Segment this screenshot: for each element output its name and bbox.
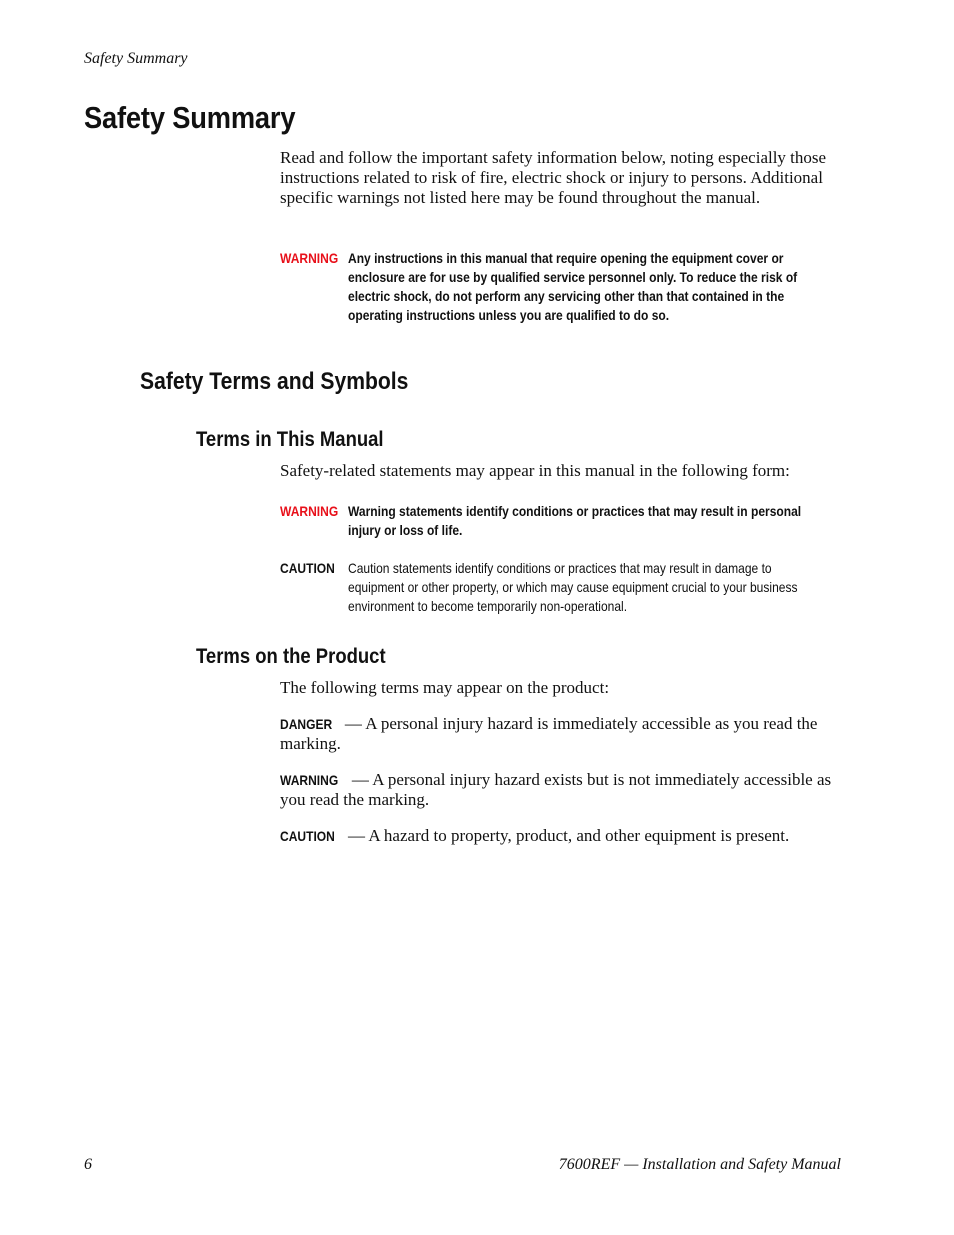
term-caution	[280, 826, 845, 846]
subsection-title-manual: Terms in This Manual	[196, 428, 384, 451]
danger-text: — A personal injury hazard is immediately accessible as you read the marking.	[280, 714, 818, 753]
caution-term-label: CAUTION	[280, 828, 335, 844]
intro-paragraph: Read and follow the important safety information below, noting especially those instructions related to risk of fire, electric shock or injury to persons. Additional specific warnings not listed here may be found throughout the manual.	[280, 148, 827, 207]
terms-manual-intro: Safety-related statements may appear in this manual in the following form:	[280, 461, 790, 480]
warning-term-text: — A personal injury hazard exists but is not immediately accessible as you read the marking.	[280, 770, 832, 809]
term-warning	[280, 770, 845, 810]
warning-text: Any instructions in this manual that require opening the equipment cover or enclosure are for use by qualified service personnel only. To reduce the risk of electric shock, do not perform any servicing other than that contained in the operating instructions unless you are qualified to do so.	[348, 250, 798, 323]
footer-manual-title: 7600REF — Installation and Safety Manual	[558, 1156, 841, 1173]
caution-label: CAUTION	[280, 560, 335, 576]
caution-term-text: — A hazard to property, product, and other equipment is present.	[343, 826, 790, 845]
danger-label: DANGER	[280, 716, 333, 732]
running-head: Safety Summary	[84, 50, 188, 67]
warning-text: Warning statements identify conditions or practices that may result in personal injury or loss of life.	[348, 503, 802, 538]
subsection-title-product: Terms on the Product	[196, 645, 386, 668]
caution-text: Caution statements identify conditions or practices that may result in damage to equipment or other property, or which may cause equipment crucial to your business environment to become temporarily non-operational.	[348, 560, 798, 614]
section-title: Safety Terms and Symbols	[140, 368, 409, 395]
page-title: Safety Summary	[84, 100, 296, 135]
warning-label: WARNING	[280, 250, 339, 266]
term-danger	[280, 714, 845, 754]
warning-label: WARNING	[280, 503, 339, 519]
page-number: 6	[84, 1156, 92, 1173]
terms-product-intro: The following terms may appear on the product:	[280, 678, 610, 697]
warning-term-label: WARNING	[280, 772, 339, 788]
